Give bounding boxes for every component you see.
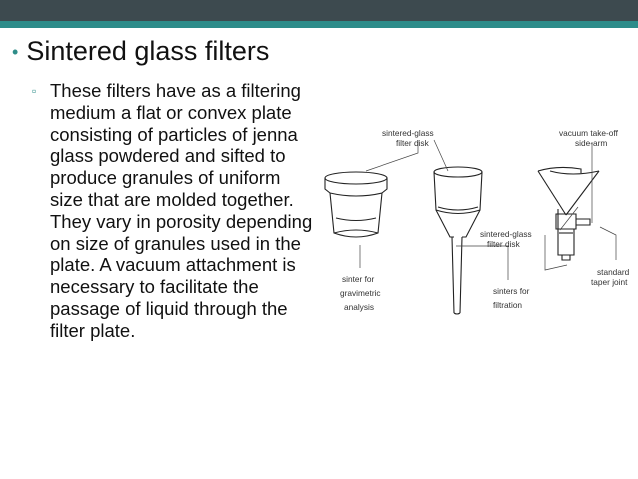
label-sintered-glass-mid-1: sintered-glass bbox=[480, 229, 532, 239]
label-sinter-gravimetric-3: analysis bbox=[344, 302, 374, 312]
sub-bullet-marker: ▫ bbox=[32, 84, 37, 98]
leader-lines bbox=[360, 140, 616, 280]
vacuum-filter-icon bbox=[538, 167, 599, 260]
label-sinter-gravimetric-2: gravimetric bbox=[340, 288, 381, 298]
crucible-filter-icon bbox=[325, 172, 387, 237]
label-standard-taper-2: taper joint bbox=[591, 277, 628, 287]
title-text: Sintered glass filters bbox=[26, 36, 270, 66]
top-bar bbox=[0, 0, 638, 21]
label-vacuum-takeoff-1: vacuum take-off bbox=[559, 128, 618, 138]
label-sinter-gravimetric-1: sinter for bbox=[342, 274, 375, 284]
label-sintered-glass-top-2: filter disk bbox=[396, 138, 429, 148]
slide-title bbox=[12, 38, 269, 65]
label-sintered-glass-top-1: sintered-glass bbox=[382, 128, 434, 138]
top-accent-bar bbox=[0, 21, 638, 28]
funnel-filter-icon bbox=[434, 167, 482, 314]
label-vacuum-takeoff-2: side-arm bbox=[575, 138, 608, 148]
filter-diagram bbox=[300, 115, 638, 325]
label-sintered-glass-mid-2: filter disk bbox=[487, 239, 520, 249]
label-sinters-filtration-1: sinters for bbox=[493, 286, 530, 296]
filter-diagram-svg bbox=[300, 115, 638, 325]
body-bullet bbox=[32, 80, 317, 342]
body-text: These filters have as a filtering medium a flat or convex plate consisting of particles of jenna glass powdered and sifted to produce granules of uniform size that are molded together. They vary in porosity depending on size of granules used in the plate. A vacuum attachment is necessary to facilitate the passage of liquid through the filter plate. bbox=[50, 80, 313, 341]
label-standard-taper-1: standard bbox=[597, 267, 630, 277]
label-sinters-filtration-2: filtration bbox=[493, 300, 523, 310]
title-bullet: • bbox=[12, 41, 19, 62]
